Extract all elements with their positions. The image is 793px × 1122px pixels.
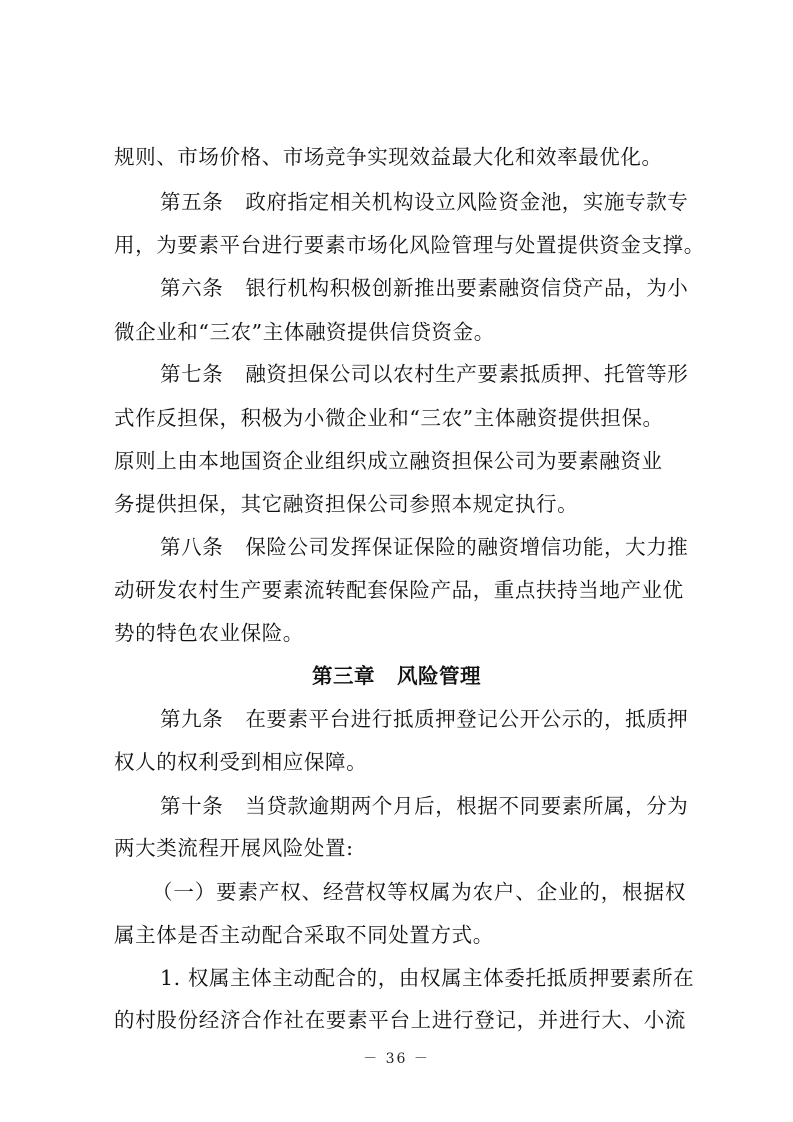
line-text: 原则上由本地国资企业组织成立融资担保公司为要素融资业 [114,449,663,473]
line-text: （一）要素产权、经营权等权属为农户、企业的，根据权 [152,880,686,904]
article-label: 第七条 [160,362,224,386]
text-line [114,752,686,773]
text-line [114,233,705,257]
line-text: 两大类流程开展风险处置: [114,836,354,860]
article-label: 第六条 [160,276,224,300]
text-line [114,408,686,429]
chapter-title: 风险管理 [397,664,481,688]
text-line [114,623,686,644]
article-label: 第八条 [160,535,224,559]
article-label: 第五条 [160,190,224,214]
text-line [114,1010,686,1031]
line-text: 1. 权属主体主动配合的，由权属主体委托抵质押要素所在 [160,966,695,990]
page-number: － 36 － [363,1051,430,1067]
line-text: 势的特色农业保险。 [114,621,304,645]
text-line [114,322,686,343]
chapter-heading [0,666,793,687]
article-8-line [160,535,689,559]
article-5-line [160,190,689,214]
article-7-line [160,362,689,386]
line-text: 权人的权利受到相应保障。 [114,750,368,774]
text-line [114,925,686,946]
line-text: 在要素平台进行抵质押登记公开公示的，抵质押 [245,707,689,731]
clause-1-line [152,882,686,903]
article-10-line [160,794,689,818]
article-label: 第九条 [160,707,224,731]
article-label: 第十条 [160,794,224,818]
line-text: 融资担保公司以农村生产要素抵质押、托管等形 [245,362,689,386]
chapter-number: 第三章 [312,664,375,688]
line-text: 属主体是否主动配合采取不同处置方式。 [114,923,494,947]
line-text: 动研发农村生产要素流转配套保险产品，重点扶持当地产业优 [114,578,684,602]
line-text: 规则、市场价格、市场竞争实现效益最大化和效率最优化。 [114,145,663,169]
line-text: 银行机构积极创新推出要素融资信贷产品，为小 [245,276,689,300]
line-text: 保险公司发挥保证保险的融资增信功能，大力推 [245,535,689,559]
line-text: 务提供担保，其它融资担保公司参照本规定执行。 [114,492,579,516]
line-text: 当贷款逾期两个月后，根据不同要素所属，分为 [245,794,689,818]
line-text: 式作反担保，积极为小微企业和“三农”主体融资提供担保。 [114,406,664,430]
text-line [114,147,686,168]
text-line [114,580,686,601]
item-1-line [160,966,695,990]
line-text: 微企业和“三农”主体融资提供信贷资金。 [114,320,495,344]
line-text: 的村股份经济合作社在要素平台上进行登记，并进行大、小流 [114,1008,686,1032]
text-line [114,494,686,515]
article-6-line [160,276,689,300]
line-text: 政府指定相关机构设立风险资金池，实施专款专 [245,190,689,214]
text-line [114,451,686,472]
text-line [114,838,686,859]
line-text: 用，为要素平台进行要素市场化风险管理与处置提供资金支撑。 [114,233,705,257]
article-9-line [160,707,689,731]
